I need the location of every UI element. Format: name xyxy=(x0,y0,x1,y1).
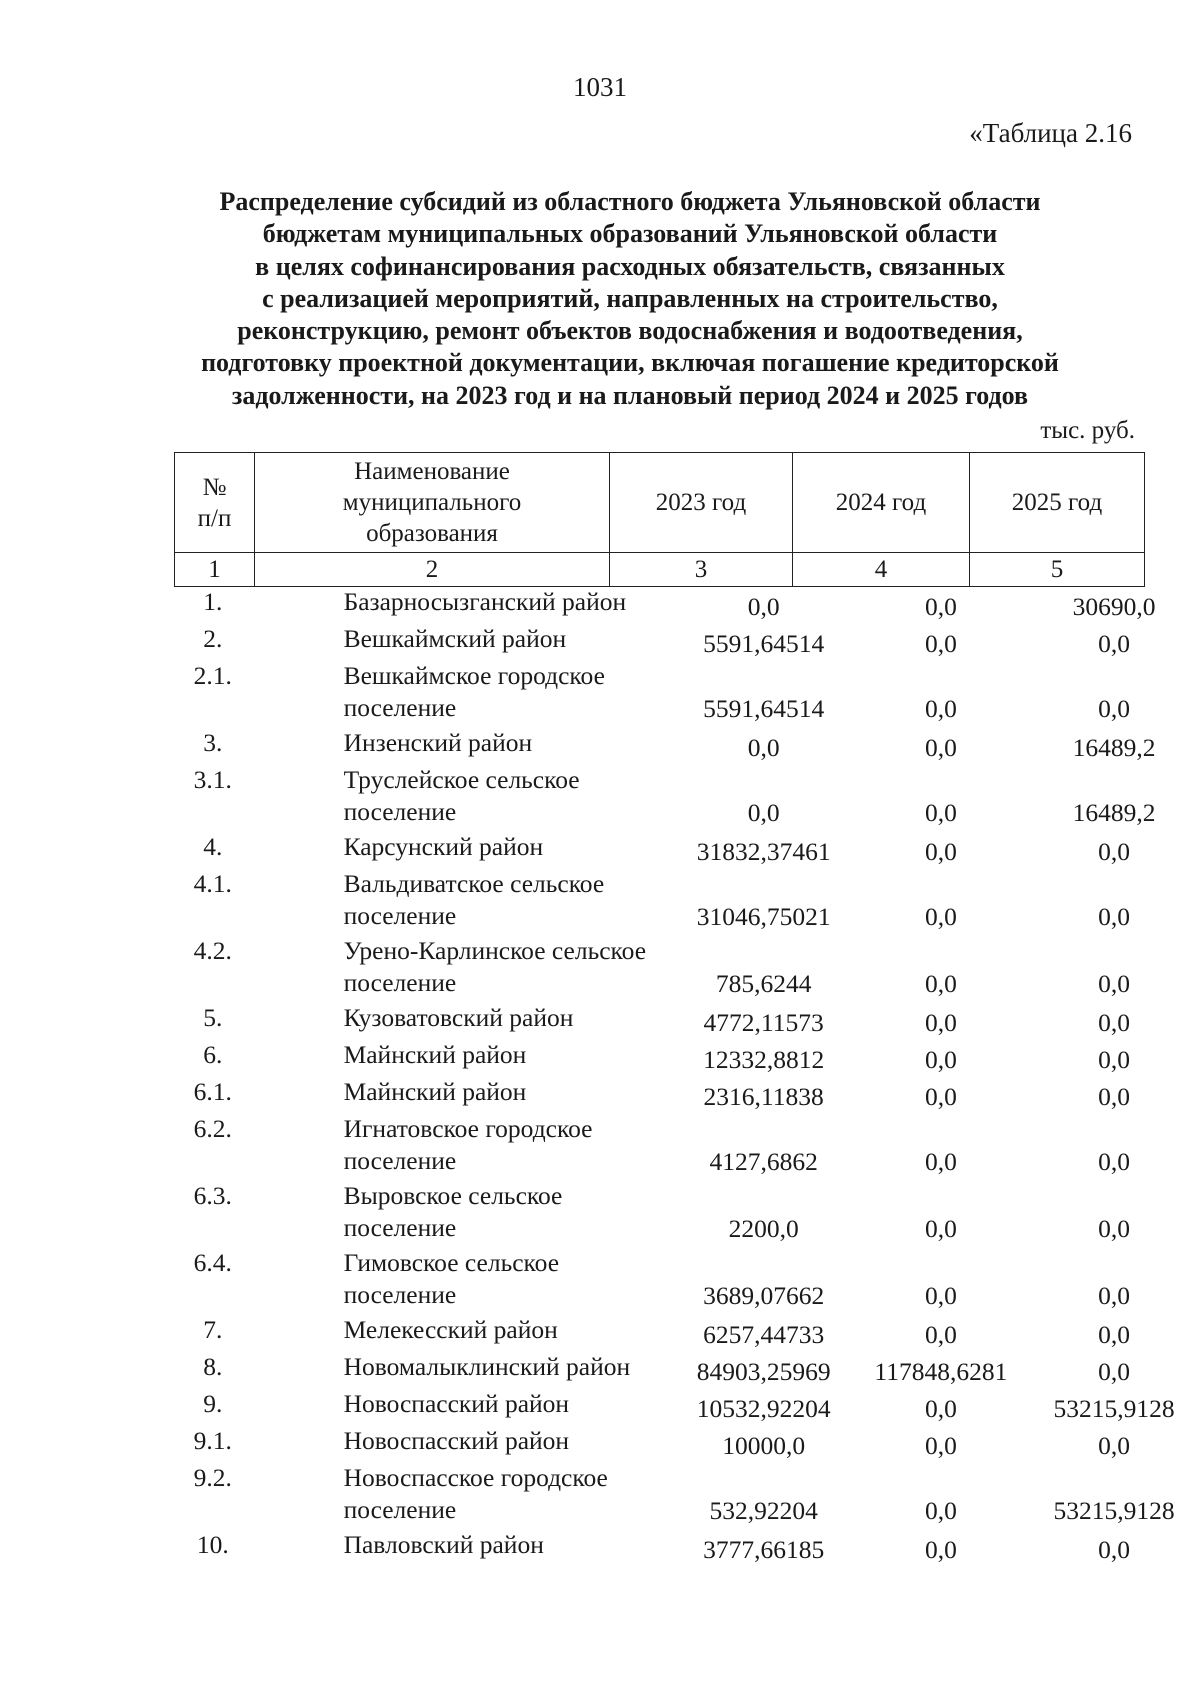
row-number: 2.1. xyxy=(193,661,232,690)
title-line: Распределение субсидий из областного бюджета Ульяновской области xyxy=(219,187,1041,216)
row-name-text: Майнский район xyxy=(343,1077,527,1106)
table-row xyxy=(174,1462,1200,1529)
row-value-2024: 0,0 xyxy=(924,1431,957,1460)
row-name xyxy=(252,868,674,935)
title-line: с реализацией мероприятий, направленных на строительство, xyxy=(262,283,998,313)
row-value-2024: 0,0 xyxy=(924,837,957,866)
row-value-2025: 0,0 xyxy=(1098,1431,1130,1460)
row-name xyxy=(252,935,674,1002)
row-value-2025: 53215,9128 xyxy=(1053,1496,1175,1525)
row-number: 4.1. xyxy=(193,869,232,898)
table-row xyxy=(174,1002,1200,1039)
row-number: 3.1. xyxy=(193,765,232,794)
row-number: 6.2. xyxy=(193,1114,232,1143)
row-value-2023: 12332,8812 xyxy=(703,1045,825,1074)
header-col-index: 5 xyxy=(970,553,1145,587)
row-value-2025: 0,0 xyxy=(1098,1357,1130,1386)
row-value-2024: 0,0 xyxy=(924,798,957,827)
row-name xyxy=(252,586,674,623)
row-value-2024: 0,0 xyxy=(924,733,957,762)
row-value-2023: 3689,07662 xyxy=(703,1281,825,1310)
table-row xyxy=(174,623,1200,660)
row-name-text: Новоспасский район xyxy=(343,1426,570,1455)
row-value-2025: 0,0 xyxy=(1098,1082,1130,1111)
row-name xyxy=(252,1180,674,1247)
header-col-index: 1 xyxy=(175,553,255,587)
row-value-2023: 6257,44733 xyxy=(703,1320,825,1349)
table-row xyxy=(174,1351,1200,1388)
row-value-2024: 0,0 xyxy=(924,1320,957,1349)
row-name xyxy=(252,1076,674,1113)
row-value-2024: 0,0 xyxy=(924,1281,957,1310)
table-row xyxy=(174,1425,1200,1462)
row-value-2025: 0,0 xyxy=(1098,1535,1130,1564)
table-row xyxy=(174,1180,1200,1247)
row-name-text: Новомалыклинский район xyxy=(343,1352,631,1381)
row-name-text: Инзенский район xyxy=(343,728,533,757)
row-value-2025: 30690,0 xyxy=(1072,592,1156,621)
row-value-2023: 5591,64514 xyxy=(703,694,825,723)
row-value-2023: 0,0 xyxy=(747,798,780,827)
row-name-text: Павловский район xyxy=(343,1530,544,1559)
row-value-2023: 31832,37461 xyxy=(696,837,831,866)
row-name-text: Вешкаймское городское поселение xyxy=(343,661,605,722)
row-name-text: Базарносызганский район xyxy=(343,587,627,616)
title-line: в целях софинансирования расходных обязательств, связанных xyxy=(255,251,1005,281)
row-value-2024: 0,0 xyxy=(924,1535,957,1564)
row-value-2023: 31046,75021 xyxy=(696,902,831,931)
row-number: 6. xyxy=(203,1040,223,1069)
header-col-index: 2 xyxy=(255,553,610,587)
row-number: 9.1. xyxy=(193,1426,232,1455)
row-value-2024: 0,0 xyxy=(924,1008,957,1037)
table-body xyxy=(174,586,1200,1566)
title-line: задолженности, на 2023 год и на плановый период 2024 и 2025 годов xyxy=(231,380,1029,410)
data-table xyxy=(174,586,1200,1566)
table-row xyxy=(174,727,1200,764)
row-number: 9. xyxy=(203,1389,223,1418)
row-name xyxy=(252,727,674,764)
row-value-2024: 0,0 xyxy=(924,592,957,621)
row-number: 5. xyxy=(203,1003,223,1032)
row-value-2025: 0,0 xyxy=(1098,902,1130,931)
row-name-text: Труслейское сельское поселение xyxy=(343,765,580,826)
title-line: реконструкцию, ремонт объектов водоснабжения и водоотведения, xyxy=(237,316,1023,346)
row-number: 3. xyxy=(203,728,223,757)
table-row xyxy=(174,1113,1200,1180)
row-value-2025: 0,0 xyxy=(1098,1214,1130,1243)
row-value-2023: 0,0 xyxy=(747,592,780,621)
units-label: тыс. руб. xyxy=(1040,417,1135,444)
row-number: 4.2. xyxy=(193,936,232,965)
row-name xyxy=(252,1351,674,1388)
row-number: 7. xyxy=(203,1315,223,1344)
row-value-2023: 10000,0 xyxy=(722,1431,806,1460)
table-row xyxy=(174,868,1200,935)
row-value-2023: 785,6244 xyxy=(715,969,812,998)
table-row xyxy=(174,764,1200,831)
table-row xyxy=(174,1529,1200,1566)
row-value-2025: 16489,2 xyxy=(1072,798,1156,827)
row-value-2025: 0,0 xyxy=(1098,629,1130,658)
row-value-2025: 0,0 xyxy=(1098,694,1130,723)
row-name xyxy=(252,1462,674,1529)
table-row xyxy=(174,1039,1200,1076)
row-value-2024: 0,0 xyxy=(924,1045,957,1074)
row-value-2025: 0,0 xyxy=(1098,837,1130,866)
row-value-2024: 0,0 xyxy=(924,1082,957,1111)
row-name-text: Кузоватовский район xyxy=(343,1003,574,1032)
row-name xyxy=(252,1314,674,1351)
row-number: 2. xyxy=(203,624,223,653)
row-name xyxy=(252,1529,674,1566)
row-number: 8. xyxy=(203,1352,223,1381)
row-name xyxy=(252,1425,674,1462)
header-col-2025: 2025 год xyxy=(970,453,1145,553)
table-row xyxy=(174,935,1200,1002)
row-value-2023: 84903,25969 xyxy=(696,1357,831,1386)
table-row xyxy=(174,586,1200,623)
row-number: 1. xyxy=(203,587,223,616)
row-value-2023: 4772,11573 xyxy=(703,1008,824,1037)
header-col-index: 4 xyxy=(793,553,970,587)
row-name xyxy=(252,1388,674,1425)
row-name xyxy=(252,831,674,868)
row-value-2023: 10532,92204 xyxy=(696,1394,831,1423)
row-number: 10. xyxy=(196,1530,229,1559)
header-col-number: № п/п xyxy=(175,453,255,553)
row-name-text: Новоспасский район xyxy=(343,1389,570,1418)
row-value-2025: 0,0 xyxy=(1098,1320,1130,1349)
row-value-2023: 4127,6862 xyxy=(709,1147,818,1176)
page-number: 1031 xyxy=(573,72,627,102)
table-row xyxy=(174,1076,1200,1113)
row-value-2023: 5591,64514 xyxy=(703,629,825,658)
table-row xyxy=(174,831,1200,868)
row-value-2024: 0,0 xyxy=(924,1147,957,1176)
table-reference: «Таблица 2.16 xyxy=(969,118,1132,148)
row-name-text: Карсунский район xyxy=(343,832,544,861)
row-name xyxy=(252,660,674,727)
row-value-2023: 2316,11838 xyxy=(703,1082,824,1111)
row-name-text: Вешкаймский район xyxy=(343,624,567,653)
row-value-2025: 0,0 xyxy=(1098,1045,1130,1074)
row-name-text: Новоспасское городское поселение xyxy=(343,1463,608,1524)
row-number: 6.4. xyxy=(193,1248,232,1277)
table-header xyxy=(174,452,1145,587)
title-line: подготовку проектной документации, включая погашение кредиторской xyxy=(201,348,1059,378)
row-value-2024: 0,0 xyxy=(924,1496,957,1525)
row-name-text: Майнский район xyxy=(343,1040,527,1069)
row-value-2024: 0,0 xyxy=(924,1214,957,1243)
row-name-text: Мелекесский район xyxy=(343,1315,558,1344)
row-value-2025: 0,0 xyxy=(1098,969,1130,998)
row-name xyxy=(252,1247,674,1314)
row-value-2024: 0,0 xyxy=(924,902,957,931)
row-value-2024: 0,0 xyxy=(924,694,957,723)
row-value-2024: 0,0 xyxy=(924,629,957,658)
row-value-2025: 16489,2 xyxy=(1072,733,1156,762)
table-row xyxy=(174,660,1200,727)
row-number: 9.2. xyxy=(193,1463,232,1492)
row-value-2025: 0,0 xyxy=(1098,1008,1130,1037)
row-value-2025: 0,0 xyxy=(1098,1147,1130,1176)
row-name xyxy=(252,1113,674,1180)
row-name xyxy=(252,764,674,831)
row-value-2023: 3777,66185 xyxy=(703,1535,825,1564)
row-value-2024: 0,0 xyxy=(924,969,957,998)
title-line: бюджетам муниципальных образований Ульяновской области xyxy=(262,219,998,249)
row-value-2025: 0,0 xyxy=(1098,1281,1130,1310)
row-number: 6.1. xyxy=(193,1077,232,1106)
row-name-text: Урено-Карлинское сельское поселение xyxy=(343,936,647,997)
header-col-2023: 2023 год xyxy=(610,453,793,553)
row-name xyxy=(252,623,674,660)
row-name-text: Вальдиватское сельское поселение xyxy=(343,869,605,930)
row-value-2023: 2200,0 xyxy=(728,1214,799,1243)
table-row xyxy=(174,1247,1200,1314)
row-number: 4. xyxy=(203,832,223,861)
row-name-text: Игнатовское городское поселение xyxy=(343,1114,593,1175)
document-title xyxy=(150,186,1110,412)
row-name-text: Выровское сельское поселение xyxy=(343,1181,563,1242)
header-col-2024: 2024 год xyxy=(793,453,970,553)
table-row xyxy=(174,1314,1200,1351)
row-value-2024: 0,0 xyxy=(924,1394,957,1423)
row-name xyxy=(252,1002,674,1039)
table-row xyxy=(174,1388,1200,1425)
row-value-2023: 0,0 xyxy=(747,733,780,762)
row-name-text: Гимовское сельское поселение xyxy=(343,1248,560,1309)
row-value-2023: 532,92204 xyxy=(709,1496,818,1525)
row-name xyxy=(252,1039,674,1076)
row-value-2024: 117848,6281 xyxy=(874,1357,1008,1386)
header-col-index: 3 xyxy=(610,553,793,587)
header-col-name: Наименование муниципального образования xyxy=(255,453,610,553)
row-number: 6.3. xyxy=(193,1181,232,1210)
row-value-2025: 53215,9128 xyxy=(1053,1394,1175,1423)
